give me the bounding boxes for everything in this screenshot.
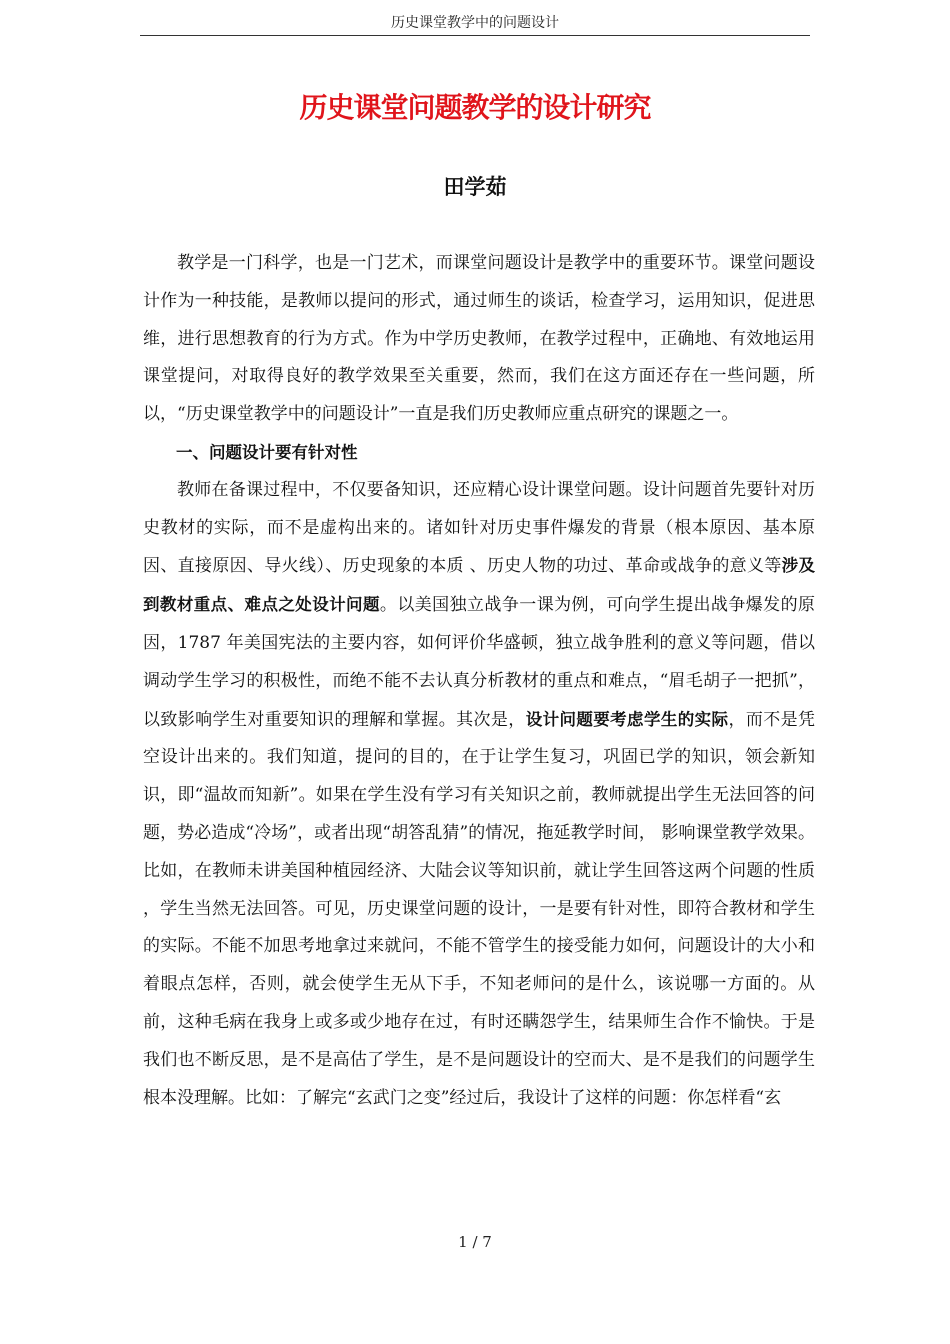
document-body xyxy=(143,245,815,1117)
document-title: 历史课堂问题教学的设计研究 xyxy=(299,91,651,124)
section-1-text-part-3: ，而不是凭空设计出来的。我们知道，提问的目的，在于让学生复习，巩固已学的知识，领会新知识，即“温故而知新”。如果在学生没有学习有关知识之前，教师就提出学生无法回答的问题，势必造成“冷场”，或者出现“胡答乱猜”的情况，拖延教学时间， 影响课堂教学效果。比如，在教师未讲美国种植园经济、大陆会议等知识前，就让学生回答这两个问题的性质 ，学生当然无法回答。可见，历史课堂问题的设计，一是要有针对性，即符合教材和学生的实际。不能不加思考地拿过来就问，不能不管学生的接受能力如何，问题设计的大小和着眼点怎样，否则，就会使学生无从下手，不知老师问的是什么，该说哪一方面的。从前，这种毛病在我身上或多或少地存在过，有时还瞒怨学生，结果师生合作不愉快。于是我们也不断反思，是不是高估了学生，是不是问题设计的空而大、是不是我们的问题学生根本没理解。比如：了解完“玄武门之变”经过后，我设计了这样的问题：你怎样看“玄 xyxy=(143,709,816,1108)
document-author: 田学茹 xyxy=(443,175,507,199)
section-1-text-part-2: 。以美国独立战争一课为例，可向学生提出战争爆发的原因，1787 年美国宪法的主要内容，如何评价华盛顿，独立战争胜利的意义等问题，借以调动学生学习的积极性，而绝不能不去认真分析教材的重点和难点，“眉毛胡子一把抓”，以致影响学生对重要知识的理解和掌握。其次是， xyxy=(143,595,816,730)
section-1-paragraph xyxy=(143,472,815,1118)
emphasis-key-points: 涉及到教材重点、难点之处设计问题 xyxy=(143,556,816,615)
section-1-text-part-1: 教师在备课过程中，不仅要备知识，还应精心设计课堂问题。设计问题首先要针对历史教材的实际，而不是虚构出来的。诸如针对历史事件爆发的背景（根本原因、基本原因、直接原因、导火线）、历史现象的本质 、历史人物的功过、革命或战争的意义等 xyxy=(143,479,815,577)
section-heading-1: 一、问题设计要有针对性 xyxy=(176,442,358,462)
emphasis-student-reality: 设计问题要考虑学生的实际 xyxy=(525,709,729,729)
intro-paragraph: 教学是一门科学，也是一门艺术，而课堂问题设计是教学中的重要环节。课堂问题设计作为一种技能，是教师以提问的形式，通过师生的谈话，检查学习，运用知识，促进思维，进行思想教育的行为方式。作为中学历史教师，在教学过程中，正确地、有效地运用课堂提问，对取得良好的教学效果至关重要，然而，我们在这方面还存在一些问题，所以，“历史课堂教学中的问题设计”一直是我们历史教师应重点研究的课题之一。 xyxy=(143,253,815,425)
running-header: 历史课堂教学中的问题设计 xyxy=(140,14,810,36)
page-number: 1 / 7 xyxy=(458,1233,492,1251)
